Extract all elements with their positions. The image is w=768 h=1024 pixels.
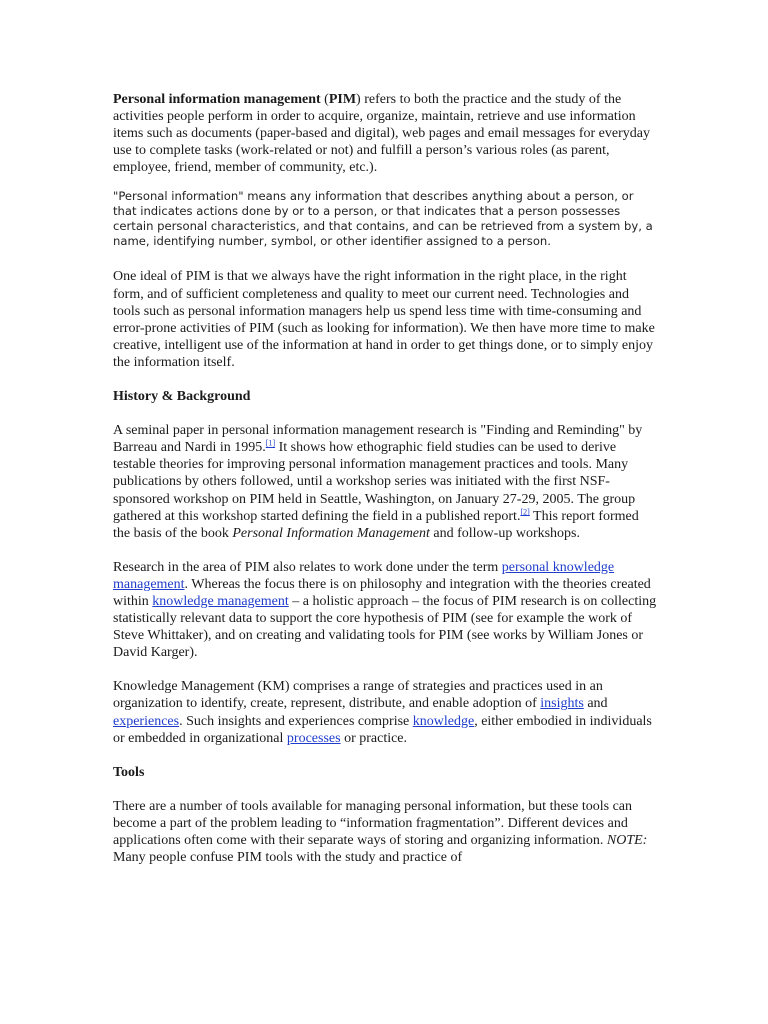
text-run: or practice. (340, 730, 408, 746)
research-paragraph (113, 559, 658, 662)
link-personal-knowledge-management[interactable]: personal knowledge management (113, 559, 615, 592)
footnote-ref-1[interactable] (266, 439, 275, 448)
footnote-link-1[interactable]: [1] (265, 438, 276, 448)
book-title: Personal Information Management (232, 525, 430, 541)
definition-paragraph: "Personal information" means any information that describes anything about a person, or that indicates actions done by or to a person, or that indicates that a person possesses certain personal characteristics, and that contains, and can be retrieved from a system by, a name, identifying number, symbol, or other identifier assigned to a person. (113, 189, 653, 249)
footnote-link-2[interactable]: [2] (520, 506, 530, 516)
link-experiences[interactable]: experiences (113, 713, 180, 729)
link-insights[interactable]: insights (540, 696, 584, 712)
tools-paragraph (113, 798, 658, 866)
footnote-ref-2[interactable] (520, 507, 529, 516)
text-run: There are a number of tools available for managing personal information, but these tools can become a part of the problem leading to “information fragmentation”. Different devices and applications often come with their separate ways of storing and organizing information. (113, 798, 632, 848)
history-paragraph (113, 422, 658, 542)
text-run: , either embodied in individuals or embedded in organizational (113, 713, 652, 746)
ideal-paragraph: One ideal of PIM is that we always have the right information in the right place, in the right form, and of sufficient completeness and quality to meet our current need. Technologies and tools such as personal information managers help us spend less time with time-consuming and error-prone activities of PIM (such as looking for information). We then have more time to make creative, intelligent use of the information at hand in order to get things done, or to simply enjoy the information itself. (113, 269, 655, 370)
text-run: Research in the area of PIM also relates to work done under the term (113, 559, 502, 575)
text-run: Knowledge Management (KM) comprises a range of strategies and practices used in an organization to identify, create, represent, distribute, and enable adoption of (113, 679, 603, 712)
history-heading: History & Background (113, 389, 251, 405)
link-processes[interactable]: processes (286, 730, 341, 746)
term-bold: Personal information management (113, 92, 321, 107)
tools-heading: Tools (113, 764, 145, 780)
text-run: . Such insights and experiences comprise (179, 713, 413, 729)
document-body (113, 91, 658, 866)
intro-paragraph (113, 91, 658, 176)
text-run: It shows how ethographic field studies can be used to derive testable theories for improving personal information management practices and tools. Many publications by others followed, until a workshop series was initiated with the first NSF-sponsored workshop on PIM held in Seattle, Washington, on January 27-29, 2005. The group gathered at this workshop started defining the field in a published report. (113, 440, 636, 524)
text-run: . Whereas the focus there is on philosophy and integration with the theories created within (113, 576, 651, 609)
text-run: ( (320, 92, 329, 107)
text-run: This report formed the basis of the book (113, 508, 639, 541)
text-run: Many people confuse PIM tools with the study and practice of (113, 850, 463, 866)
link-knowledge-management[interactable]: knowledge management (152, 593, 289, 609)
text-run: and follow-up workshops. (429, 525, 581, 541)
text-run: and (583, 696, 608, 712)
text-run: – a holistic approach – the focus of PIM research is on collecting statistically relevant data to support the core hypothesis of PIM (see for example the work of Steve Whittaker), and on creating and validating tools for PIM (see works by William Jones or David Karger). (113, 593, 657, 661)
abbr-bold: PIM (328, 92, 357, 107)
km-paragraph (113, 678, 658, 746)
link-knowledge[interactable]: knowledge (412, 713, 475, 729)
text-run: ) refers to both the practice and the study of the activities people perform in order to acquire, organize, maintain, retrieve and use information items such as documents (paper-based and digital), web pages and email messages for everyday use to complete tasks (work-related or not) and fulfill a person’s various roles (as parent, employee, friend, member of community, etc.). (113, 92, 650, 176)
text-run: A seminal paper in personal information management research is "Finding and Reminding" by Barreau and Nardi in 1995. (113, 423, 643, 456)
note-label: NOTE: (606, 833, 648, 848)
